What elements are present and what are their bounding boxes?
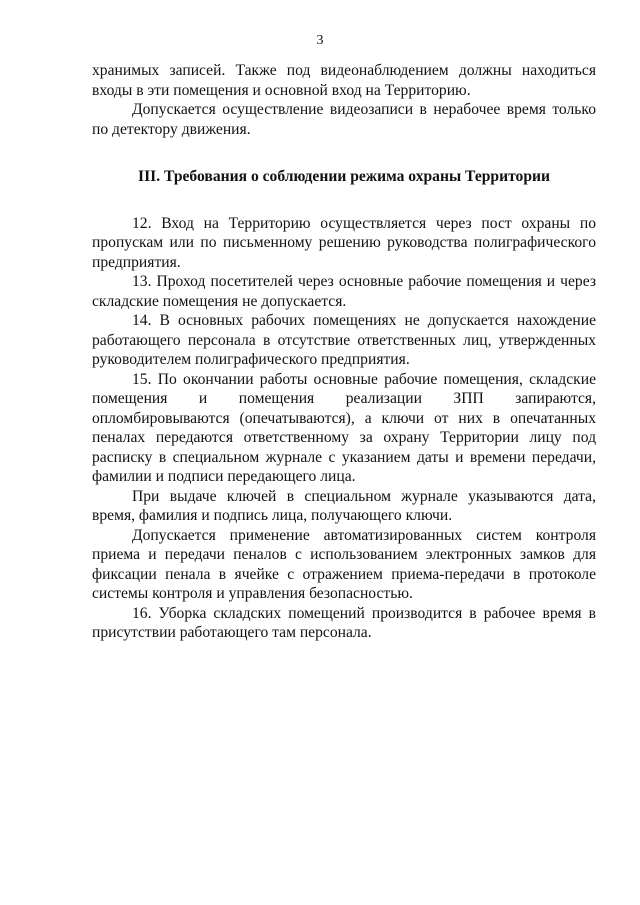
paragraph-item-14: 14. В основных рабочих помещениях не допускается нахождение работающего персонала в отсутствие ответственных лиц, утвержденных руководителем полиграфического предприятия.: [92, 312, 596, 368]
paragraph-automated-systems: Допускается применение автоматизированных систем контроля приема и передачи пеналов с использованием электронных замков для фиксации пенала в ячейке с отражением приема-передачи в протоколе системы контроля и управления безопасностью.: [92, 526, 596, 602]
document-body: [92, 61, 596, 643]
section-title: III. Требования о соблюдении режима охраны Территории: [138, 168, 550, 185]
paragraph-item-15: 15. По окончании работы основные рабочие помещения, складские помещения и помещения реализации ЗПП запираются, опломбировываются (опечатываются), а ключи от них в опечатанных пеналах передаются ответственному за охрану Территории лицу под расписку в специальном журнале с указанием даты и времени передачи, фамилии и подписи передающего лица.: [92, 370, 596, 485]
paragraph-video-recording: Допускается осуществление видеозаписи в нерабочее время только по детектору движения.: [92, 101, 596, 138]
paragraph-key-issuance: При выдаче ключей в специальном журнале указываются дата, время, фамилия и подпись лица, получающего ключи.: [92, 487, 596, 524]
paragraph-item-16: 16. Уборка складских помещений производится в рабочее время в присутствии работающего там персонала.: [92, 604, 596, 641]
paragraph-continuation: хранимых записей. Также под видеонаблюдением должны находиться входы в эти помещения и основной вход на Территорию.: [92, 62, 596, 99]
page-number: 3: [316, 33, 324, 48]
paragraph-item-13: 13. Проход посетителей через основные рабочие помещения и через складские помещения не допускается.: [92, 273, 596, 310]
paragraph-item-12: 12. Вход на Территорию осуществляется через пост охраны по пропускам или по письменному решению руководства полиграфического предприятия.: [92, 214, 596, 271]
